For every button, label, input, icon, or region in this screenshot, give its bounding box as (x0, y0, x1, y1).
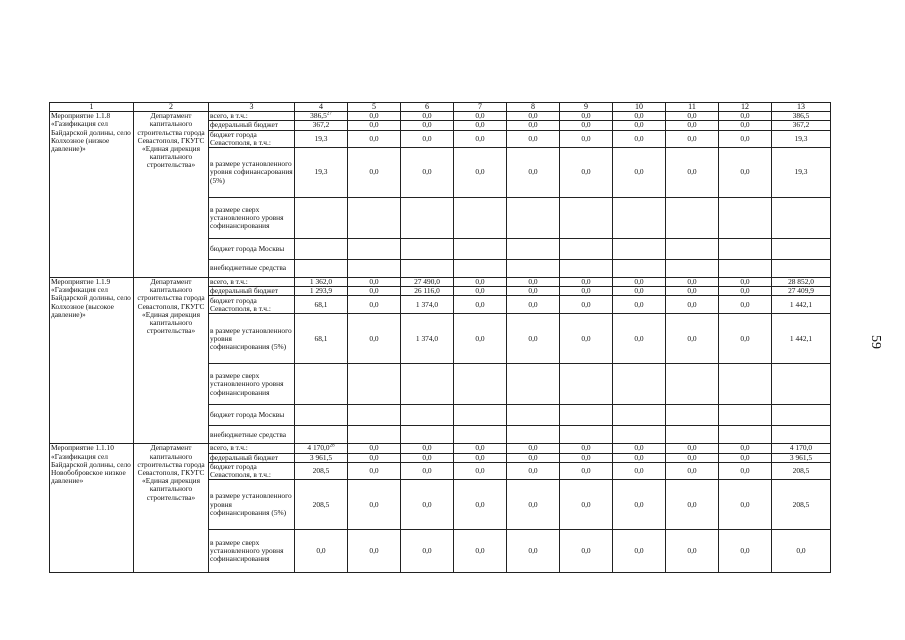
value-cell (507, 239, 560, 260)
header-cell: 10 (613, 103, 666, 112)
value-cell: 0,0 (613, 296, 666, 314)
value-cell: 28 852,0 (772, 278, 831, 287)
value-cell: 0,0 (454, 296, 507, 314)
header-cell: 2 (134, 103, 209, 112)
value-cell (719, 198, 772, 239)
value-cell (295, 462, 348, 479)
value-cell (666, 239, 719, 260)
funding-source-cell: всего, в т.ч.: (209, 444, 295, 453)
value-cell: 0,0 (401, 530, 454, 573)
value-cell: 0,0 (666, 530, 719, 573)
value-cell: 0,0 (719, 287, 772, 296)
value-cell (454, 239, 507, 260)
value-cell (295, 287, 348, 296)
value-cell: 0,0 (401, 480, 454, 530)
value-cell: 208,5 (772, 480, 831, 530)
value-cell: 0,0 (666, 444, 719, 453)
executor-cell: Департамент капитального строительства города Севастополя, ГКУГС «Единая дирекция капитального строительства» (134, 112, 209, 278)
value-cell: 208,5 (772, 462, 831, 479)
value-cell (560, 260, 613, 278)
value-cell (613, 260, 666, 278)
value-cell: 27 409,9 (772, 287, 831, 296)
value-cell (772, 364, 831, 405)
funding-source-cell: в размере установленного уровня софинансарования (5%) (209, 148, 295, 198)
budget-table (49, 102, 831, 573)
value-cell (401, 198, 454, 239)
value-cell: 0,0 (666, 121, 719, 130)
funding-source-cell: в размере сверх установленного уровня софинансирования (209, 364, 295, 405)
value-cell: 0,0 (507, 278, 560, 287)
value-cell: 1 442,1 (772, 314, 831, 364)
value-cell (295, 405, 348, 426)
value-cell: 0,0 (719, 462, 772, 479)
value-cell: 0,0 (719, 480, 772, 530)
funding-source-cell: бюджет города Севастополя, в т.ч.: (209, 296, 295, 314)
value-cell (454, 260, 507, 278)
value-cell: 0,0 (348, 314, 401, 364)
value-cell: 0,0 (560, 296, 613, 314)
value-cell: 0,0 (454, 530, 507, 573)
value-cell (719, 405, 772, 426)
value-cell: 0,0 (507, 453, 560, 462)
funding-source-cell: бюджет города Севастополя, в т.ч.: (209, 130, 295, 147)
value-cell (507, 426, 560, 444)
value-cell: 0,0 (507, 462, 560, 479)
value-cell: 0,0 (454, 148, 507, 198)
value-cell (295, 314, 348, 364)
value-text: 19,3 (314, 133, 328, 143)
funding-source-cell: внебюджетные средства (209, 260, 295, 278)
value-cell: 0,0 (772, 530, 831, 573)
value-cell: 0,0 (719, 121, 772, 130)
value-cell: 0,0 (613, 148, 666, 198)
value-cell (666, 260, 719, 278)
value-cell: 27 490,0 (401, 278, 454, 287)
funding-source-cell: бюджет города Москвы (209, 405, 295, 426)
value-cell (772, 426, 831, 444)
value-cell: 0,0 (401, 453, 454, 462)
value-cell (613, 198, 666, 239)
value-cell: 0,0 (666, 112, 719, 121)
header-cell: 5 (348, 103, 401, 112)
value-cell: 0,0 (454, 444, 507, 453)
value-cell (507, 198, 560, 239)
value-cell (560, 239, 613, 260)
value-cell (560, 426, 613, 444)
value-cell: 0,0 (348, 296, 401, 314)
value-cell: 0,0 (348, 453, 401, 462)
value-cell (295, 112, 348, 121)
value-cell: 0,0 (666, 296, 719, 314)
value-cell (348, 198, 401, 239)
funding-source-cell: бюджет города Москвы (209, 239, 295, 260)
value-cell: 0,0 (719, 112, 772, 121)
value-cell: 0,0 (613, 112, 666, 121)
value-cell (401, 405, 454, 426)
header-cell: 1 (50, 103, 134, 112)
value-cell: 0,0 (401, 462, 454, 479)
value-cell: 0,0 (507, 314, 560, 364)
value-cell: 0,0 (666, 462, 719, 479)
value-cell (295, 198, 348, 239)
value-cell: 0,0 (507, 480, 560, 530)
value-cell (295, 278, 348, 287)
value-cell: 0,0 (560, 462, 613, 479)
value-cell: 0,0 (507, 121, 560, 130)
value-cell (348, 426, 401, 444)
value-cell: 0,0 (454, 453, 507, 462)
value-cell (348, 239, 401, 260)
value-cell (295, 239, 348, 260)
value-cell: 0,0 (666, 453, 719, 462)
value-cell: 0,0 (507, 130, 560, 147)
value-cell (295, 148, 348, 198)
value-cell: 0,0 (348, 278, 401, 287)
value-cell: 0,0 (613, 287, 666, 296)
value-text: 68,1 (314, 333, 328, 343)
value-cell: 0,0 (560, 314, 613, 364)
value-cell: 19,3 (772, 130, 831, 147)
value-cell: 0,0 (719, 296, 772, 314)
value-cell: 0,0 (613, 444, 666, 453)
header-cell: 9 (560, 103, 613, 112)
value-cell: 0,0 (507, 530, 560, 573)
table-row (50, 278, 831, 287)
value-cell: 0,0 (613, 278, 666, 287)
value-cell (507, 364, 560, 405)
value-cell (719, 260, 772, 278)
value-cell: 0,0 (719, 278, 772, 287)
funding-source-cell: всего, в т.ч.: (209, 112, 295, 121)
value-cell (772, 198, 831, 239)
value-cell: 0,0 (666, 287, 719, 296)
value-cell: 26 116,0 (401, 287, 454, 296)
value-cell (348, 364, 401, 405)
value-cell (613, 426, 666, 444)
value-cell (295, 296, 348, 314)
value-cell: 1 374,0 (401, 296, 454, 314)
value-cell: 0,0 (666, 314, 719, 364)
value-cell: 0,0 (613, 462, 666, 479)
value-text: 208,5 (312, 465, 330, 475)
value-cell: 0,0 (401, 444, 454, 453)
value-cell (401, 239, 454, 260)
value-cell (666, 364, 719, 405)
funding-source-cell: в размере установленного уровня софинансирования (5%) (209, 314, 295, 364)
value-cell (401, 260, 454, 278)
value-cell: 0,0 (348, 462, 401, 479)
value-cell (507, 260, 560, 278)
value-cell: 0,0 (348, 480, 401, 530)
value-text: 0,0 (316, 546, 326, 556)
value-cell (560, 364, 613, 405)
value-cell: 0,0 (719, 530, 772, 573)
value-cell (295, 530, 348, 573)
value-cell: 0,0 (401, 148, 454, 198)
header-cell: 3 (209, 103, 295, 112)
value-cell (719, 426, 772, 444)
value-cell: 0,0 (401, 112, 454, 121)
value-cell: 0,0 (666, 480, 719, 530)
value-cell: 0,0 (719, 130, 772, 147)
value-cell (454, 198, 507, 239)
value-cell (613, 405, 666, 426)
event-name-cell: Мероприятие 1.1.10 «Газификация сел Байдарской долины, село Новобобровское низкое давление» (50, 444, 134, 573)
value-cell: 0,0 (348, 287, 401, 296)
value-cell (560, 198, 613, 239)
value-cell: 0,0 (719, 148, 772, 198)
value-cell (295, 444, 348, 453)
value-cell (295, 364, 348, 405)
funding-source-cell: федеральный бюджет (209, 453, 295, 462)
value-cell (454, 405, 507, 426)
value-cell (560, 405, 613, 426)
value-cell: 19,3 (772, 148, 831, 198)
funding-source-cell: в размере сверх установленного уровня софинансирования (209, 530, 295, 573)
header-cell: 8 (507, 103, 560, 112)
value-cell: 0,0 (560, 130, 613, 147)
funding-source-cell: в размере установленного уровня софинансирования (5%) (209, 480, 295, 530)
value-cell: 0,0 (613, 314, 666, 364)
value-cell: 0,0 (348, 130, 401, 147)
value-cell (454, 426, 507, 444)
value-cell: 0,0 (560, 287, 613, 296)
funding-source-cell: внебюджетные средства (209, 426, 295, 444)
value-cell: 0,0 (348, 530, 401, 573)
value-cell: 0,0 (613, 121, 666, 130)
value-cell: 0,0 (454, 462, 507, 479)
value-cell: 0,0 (507, 148, 560, 198)
value-cell: 0,0 (454, 112, 507, 121)
funding-source-cell: всего, в т.ч.: (209, 278, 295, 287)
value-cell: 0,0 (613, 453, 666, 462)
value-cell: 0,0 (719, 314, 772, 364)
value-cell: 0,0 (719, 453, 772, 462)
value-cell (295, 260, 348, 278)
value-cell (348, 405, 401, 426)
value-cell (454, 364, 507, 405)
value-cell: 0,0 (348, 121, 401, 130)
funding-source-cell: в размере сверх установленного уровня софинансирования (209, 198, 295, 239)
value-cell: 0,0 (454, 480, 507, 530)
value-cell (666, 198, 719, 239)
footnote-mark: 28 (329, 443, 335, 449)
value-cell: 0,0 (560, 530, 613, 573)
value-cell: 0,0 (560, 112, 613, 121)
value-cell: 0,0 (613, 480, 666, 530)
value-cell (295, 453, 348, 462)
value-cell: 386,5 (772, 112, 831, 121)
value-cell (401, 426, 454, 444)
value-cell: 0,0 (560, 453, 613, 462)
value-text: 4 170,0 (307, 443, 330, 453)
value-cell (613, 364, 666, 405)
header-cell: 7 (454, 103, 507, 112)
value-cell: 4 170,0 (772, 444, 831, 453)
header-cell: 13 (772, 103, 831, 112)
value-cell: 0,0 (613, 130, 666, 147)
page-number: 59 (868, 335, 883, 349)
value-cell: 0,0 (560, 444, 613, 453)
value-cell: 0,0 (560, 278, 613, 287)
funding-source-cell: федеральный бюджет (209, 121, 295, 130)
value-cell (772, 239, 831, 260)
executor-cell: Департамент капитального строительства города Севастополя, ГКУГС «Единая дирекция капитального строительства» (134, 444, 209, 573)
value-text: 1 362,0 (309, 277, 333, 287)
value-cell: 0,0 (454, 287, 507, 296)
value-text: 1 293,9 (309, 286, 333, 296)
funding-source-cell: федеральный бюджет (209, 287, 295, 296)
value-cell: 0,0 (348, 112, 401, 121)
value-cell (666, 426, 719, 444)
value-cell (772, 405, 831, 426)
value-cell: 3 961,5 (772, 453, 831, 462)
value-cell: 0,0 (560, 480, 613, 530)
value-cell: 1 374,0 (401, 314, 454, 364)
value-cell: 0,0 (454, 314, 507, 364)
value-text: 386,5 (310, 111, 327, 121)
value-cell: 0,0 (613, 530, 666, 573)
value-cell: 0,0 (348, 444, 401, 453)
value-cell: 0,0 (348, 148, 401, 198)
funding-source-cell: бюджет города Севастополя, в т.ч.: (209, 462, 295, 479)
value-cell: 0,0 (719, 444, 772, 453)
value-cell (401, 364, 454, 405)
value-cell (719, 239, 772, 260)
value-text: 367,2 (312, 120, 330, 130)
header-cell: 11 (666, 103, 719, 112)
value-text: 208,5 (312, 499, 330, 509)
value-cell: 0,0 (560, 148, 613, 198)
value-text: 19,3 (314, 167, 328, 177)
value-cell (666, 405, 719, 426)
header-cell: 4 (295, 103, 348, 112)
value-cell: 0,0 (454, 121, 507, 130)
value-cell: 0,0 (454, 278, 507, 287)
event-name-cell: Мероприятие 1.1.9 «Газификация сел Байдарской долины, село Колхозное (высокое давление)» (50, 278, 134, 444)
value-cell (719, 364, 772, 405)
value-cell: 0,0 (666, 130, 719, 147)
value-cell: 367,2 (772, 121, 831, 130)
header-row (50, 103, 831, 112)
value-cell: 1 442,1 (772, 296, 831, 314)
value-cell: 0,0 (666, 148, 719, 198)
value-cell: 0,0 (401, 130, 454, 147)
value-cell: 0,0 (560, 121, 613, 130)
value-cell (507, 405, 560, 426)
event-name-cell: Мероприятие 1.1.8 «Газификация сел Байдарской долины, село Колхозное (низкое давление)» (50, 112, 134, 278)
header-cell: 6 (401, 103, 454, 112)
value-text: 68,1 (314, 299, 328, 309)
value-cell: 0,0 (507, 444, 560, 453)
value-cell: 0,0 (507, 112, 560, 121)
value-cell: 0,0 (666, 278, 719, 287)
value-cell (772, 260, 831, 278)
value-cell: 0,0 (507, 287, 560, 296)
value-cell (295, 480, 348, 530)
footnote-mark: 27 (326, 111, 332, 117)
value-cell (295, 130, 348, 147)
table-row (50, 112, 831, 121)
value-cell (295, 426, 348, 444)
header-cell: 12 (719, 103, 772, 112)
value-cell: 0,0 (401, 121, 454, 130)
value-text: 3 961,5 (309, 453, 333, 462)
value-cell: 0,0 (507, 296, 560, 314)
value-cell (295, 121, 348, 130)
value-cell: 0,0 (454, 130, 507, 147)
table-row (50, 444, 831, 453)
executor-cell: Департамент капитального строительства города Севастополя, ГКУГС «Единая дирекция капитального строительства» (134, 278, 209, 444)
value-cell (613, 239, 666, 260)
value-cell (348, 260, 401, 278)
